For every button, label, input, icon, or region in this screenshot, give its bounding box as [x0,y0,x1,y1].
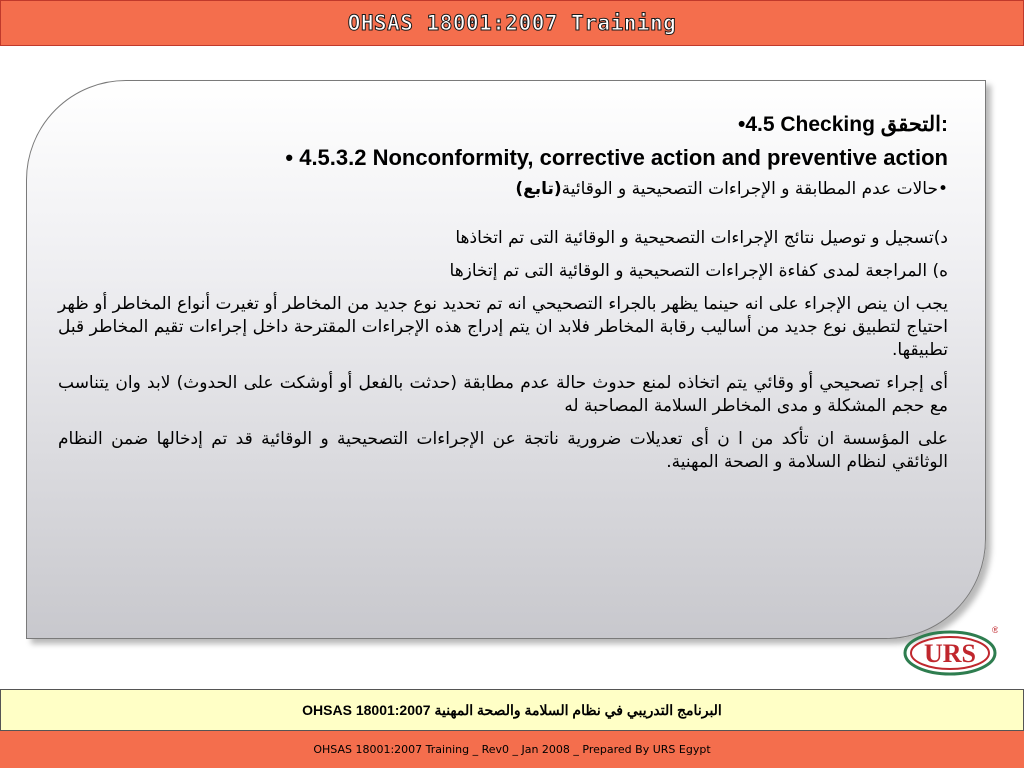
urs-logo-mark [902,624,998,678]
registered-mark: ® [992,625,998,635]
program-banner [0,689,1024,731]
urs-logo [902,624,998,678]
header-title: OHSAS 18001:2007 Training [347,11,677,35]
header-bar [0,0,1024,46]
program-title: البرنامج التدريبي في نظام السلامة والصحة المهنية OHSAS 18001:2007 [302,701,722,718]
item-e: ه) المراجعة لمدى كفاءة الإجراءات التصحيحية و الوقائية التى تم إتخازها [449,261,948,281]
subsection-heading [58,145,948,171]
content-text [58,112,948,484]
logo-text: URS [923,639,977,668]
item-d: د)تسجيل و توصيل نتائج الإجراءات التصحيحية و الوقائية التى تم اتخاذها [455,228,948,248]
continued-label: (تابع) [515,179,562,199]
section-heading-text: •4.5 Checking التحقق: [738,113,948,136]
paragraph-2: أى إجراء تصحيحي أو وقائي يتم اتخاذه لمنع حدوث حالة عدم مطابقة (حدثت بالفعل أو أوشكت على الحدوث) لابد وان يتناسب مع حجم المشكلة و مدى المخاطر السلامة المصاحبة له [58,373,948,416]
footer-bar [0,731,1024,768]
section-heading [58,112,948,138]
paragraph-1: يجب ان ينص الإجراء على انه حينما يظهر بالجراء التصحيحي انه تم تحديد نوع جديد من المخاطر أو تغيرت أنواع المخاطر أو ظهر احتياج لتطبيق نوع جديد من أساليب رقابة المخاطر فلابد ان يتم إدراج هذه الإجراءات المقترحة داخل إجراءات تقيم المخاطر قبل تطبيقها. [58,294,948,360]
footer-credit: OHSAS 18001:2007 Training _ Rev0 _ Jan 2008 _ Prepared By URS Egypt [313,743,711,756]
arabic-subheading [58,178,948,201]
paragraph-3: على المؤسسة ان تأكد من ا ن أى تعديلات ضرورية ناتجة عن الإجراءات التصحيحية و الوقائية قد تم إدخالها ضمن النظام الوثائقي لنظام السلامة و الصحة المهنية. [58,429,948,472]
subsection-heading-text: • 4.5.3.2 Nonconformity, corrective action and preventive action [285,145,948,170]
arabic-subheading-text: •حالات عدم المطابقة و الإجراءات التصحيحية و الوقائية [561,179,948,199]
